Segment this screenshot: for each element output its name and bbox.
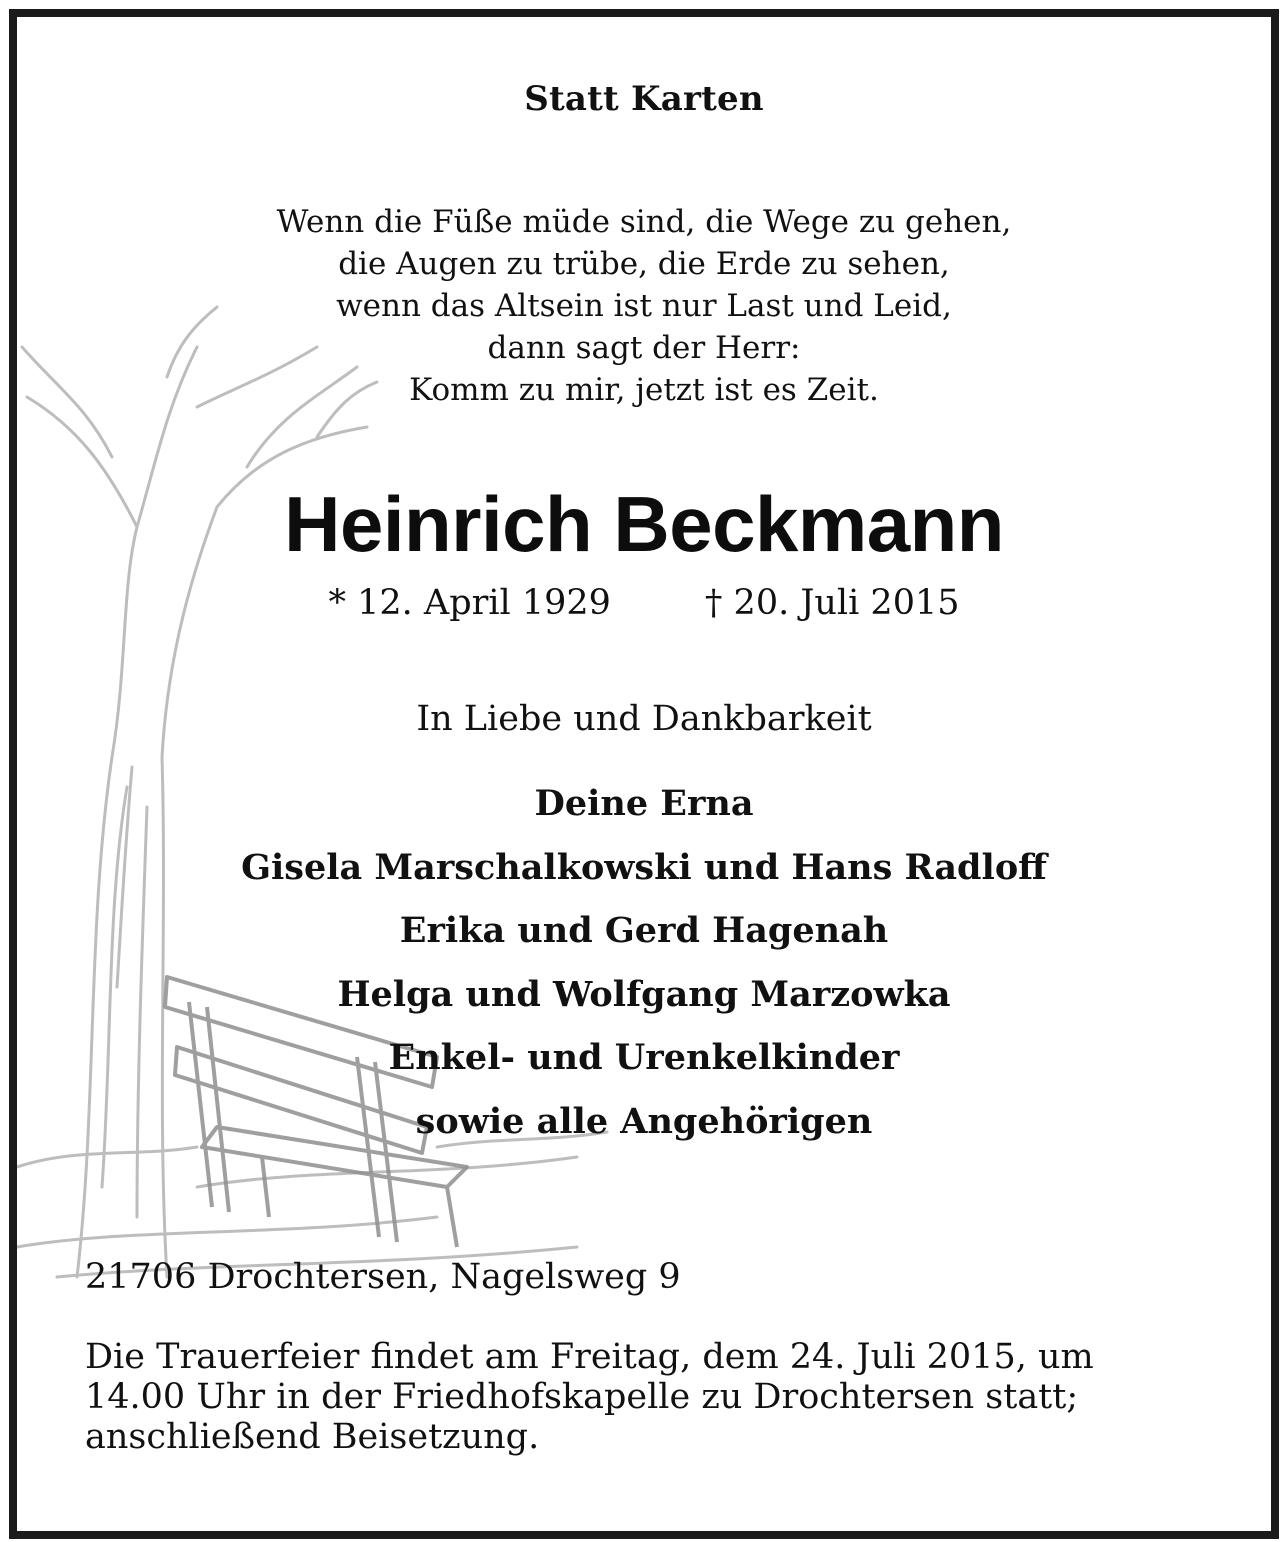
funeral-notice-line: anschließend Beisetzung. [85, 1417, 540, 1457]
deceased-name: Heinrich Beckmann [284, 480, 1004, 568]
mourner-line: Gisela Marschalkowski und Hans Radloff [241, 846, 1047, 888]
poem-line: die Augen zu trübe, die Erde zu sehen, [338, 246, 950, 282]
funeral-notice [85, 1337, 1094, 1457]
funeral-notice-line: Die Trauerfeier findet am Freitag, dem 24. Juli 2015, um [85, 1337, 1094, 1377]
life-dates [17, 583, 1271, 623]
mourner-line: sowie alle Angehörigen [415, 1100, 873, 1142]
mourner-line: Enkel- und Urenkelkinder [388, 1037, 900, 1079]
funeral-notice-line: 14.00 Uhr in der Friedhofskapelle zu Drochtersen statt; [85, 1377, 1079, 1417]
mourner-line: Deine Erna [534, 783, 754, 824]
heading-statt-karten: Statt Karten [524, 79, 764, 119]
address: 21706 Drochtersen, Nagelsweg 9 [85, 1257, 681, 1297]
mourner-line: Helga und Wolfgang Marzowka [337, 973, 951, 1015]
mourners-list [17, 772, 1271, 1154]
poem-line: Wenn die Füße müde sind, die Wege zu gehen, [276, 204, 1012, 240]
poem [17, 201, 1271, 411]
poem-line: Komm zu mir, jetzt ist es Zeit. [409, 372, 879, 408]
poem-line: dann sagt der Herr: [487, 330, 801, 366]
death-date: † 20. Juli 2015 [704, 583, 960, 623]
poem-line: wenn das Altsein ist nur Last und Leid, [336, 288, 952, 324]
birth-date: * 12. April 1929 [328, 583, 611, 623]
dedication: In Liebe und Dankbarkeit [416, 699, 872, 739]
obituary-notice [9, 9, 1279, 1539]
mourner-line: Erika und Gerd Hagenah [399, 910, 889, 952]
